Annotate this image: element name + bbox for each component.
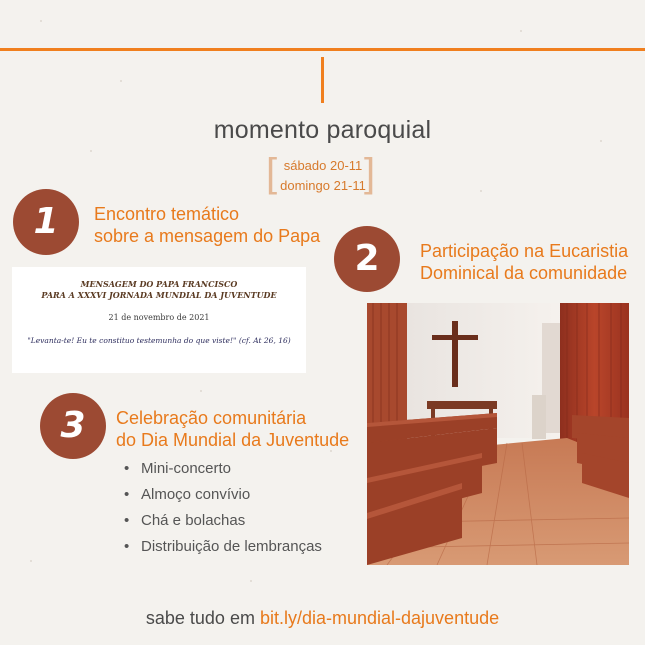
step-1-badge: 1 [13, 189, 79, 255]
activities-list [124, 459, 322, 563]
chapel-interior-image [367, 303, 629, 565]
message-date: 21 de novembro de 2021 [108, 313, 210, 322]
pope-message-card [12, 267, 306, 373]
event-dates [280, 156, 366, 196]
step-3-heading-line: Celebração comunitária [116, 408, 307, 428]
step-3-heading [116, 407, 349, 451]
step-2-heading [420, 240, 628, 284]
footer-prefix: sabe tudo em [145, 608, 255, 628]
right-bracket-icon: ] [364, 151, 376, 195]
top-divider-line [0, 48, 645, 51]
list-item: • Chá e bolachas [124, 511, 322, 537]
step-2-heading-line: Participação na Eucaristia [420, 241, 629, 261]
date-sunday: domingo 21-11 [280, 178, 366, 193]
footer-link[interactable]: bit.ly/dia-mundial-dajuventude [259, 608, 500, 628]
chapel-photo [367, 303, 629, 565]
step-2-badge: 2 [334, 226, 400, 292]
message-title-line-1: MENSAGEM DO PAPA FRANCISCO [80, 279, 238, 289]
list-item: • Almoço convívio [124, 485, 322, 511]
step-2-heading-line: Dominical da comunidade [420, 263, 628, 283]
footer [0, 608, 645, 629]
step-1-heading-line: sobre a mensagem do Papa [94, 226, 321, 246]
step-1-heading [94, 203, 320, 247]
top-vertical-tick [321, 57, 324, 103]
page-title: momento paroquial [213, 116, 432, 144]
step-3-badge: 3 [40, 393, 106, 459]
date-saturday: sábado 20-11 [283, 158, 363, 173]
list-item: • Distribuição de lembranças [124, 537, 322, 563]
step-1-heading-line: Encontro temático [94, 204, 240, 224]
list-item: • Mini-concerto [124, 459, 322, 485]
step-3-heading-line: do Dia Mundial da Juventude [116, 430, 350, 450]
message-quote: "Levanta-te! Eu te constituo testemunha do que viste!" (cf. At 26, 16) [27, 336, 291, 345]
left-bracket-icon: [ [266, 151, 278, 195]
message-title-line-2: PARA A XXXVI JORNADA MUNDIAL DA JUVENTUDE [41, 290, 277, 300]
